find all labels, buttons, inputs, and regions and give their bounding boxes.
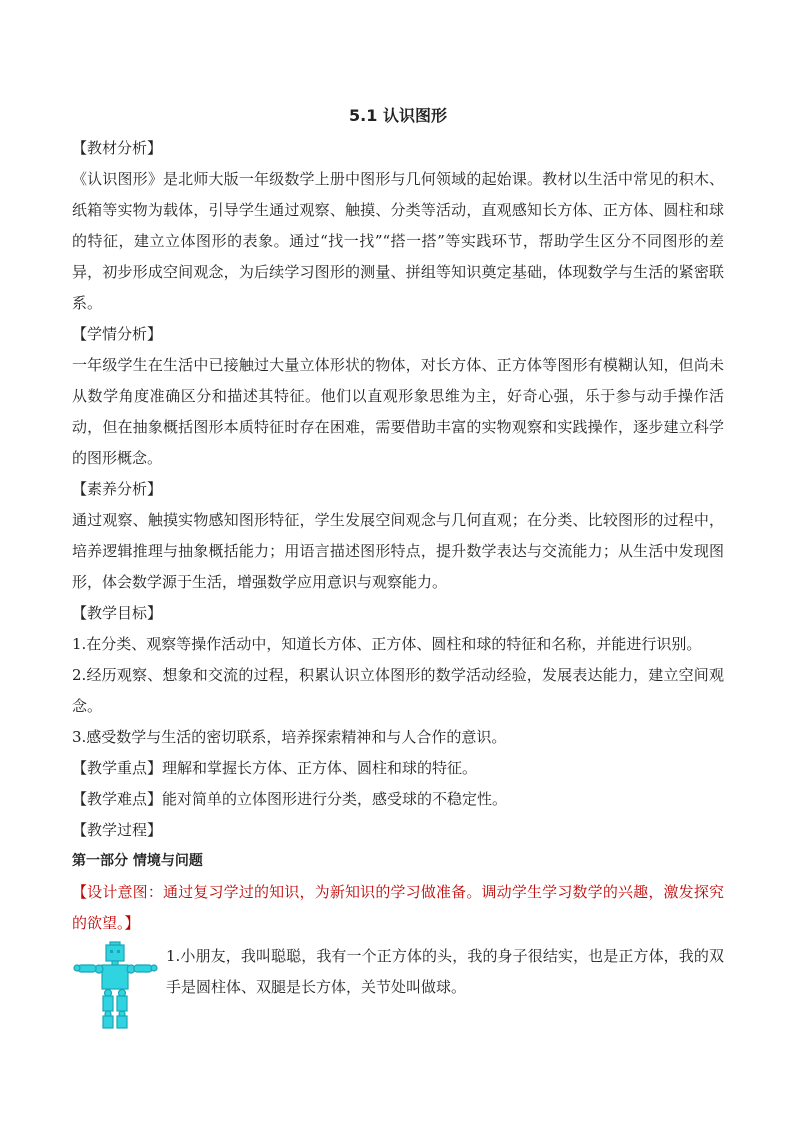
teaching-goal-item: 3.感受数学与生活的密切联系，培养探索精神和与人合作的意识。 bbox=[72, 728, 507, 746]
literacy-analysis-heading: 【素养分析】 bbox=[72, 480, 163, 498]
student-analysis-text: 一年级学生在生活中已接触过大量立体形状的物体，对长方体、正方体等图形有模糊认知，但尚未从数学角度准确区分和描述其特征。他们以直观形象思维为主，好奇心强，乐于参与动手操作活动，但在抽象概括图形本质特征时存在困难，需要借助丰富的实物观察和实践操作，逐步建立科学的图形概念。 bbox=[72, 356, 724, 467]
literacy-analysis-text: 通过观察、触摸实物感知图形特征，学生发展空间观念与几何直观；在分类、比较图形的过程中，培养逻辑推理与抽象概括能力；用语言描述图形特点，提升数学表达与交流能力；从生活中发现图形，体会数学源于生活，增强数学应用意识与观察能力。 bbox=[72, 511, 724, 591]
key-point-heading: 【教学重点】 bbox=[72, 759, 163, 777]
teaching-process-heading: 【教学过程】 bbox=[72, 821, 163, 839]
teaching-goal-item: 2.经历观察、想象和交流的过程，积累认识立体图形的数学活动经验，发展表达能力，建立空间观念。 bbox=[72, 666, 724, 715]
difficulty-line bbox=[72, 784, 724, 815]
robot-illustration-icon bbox=[72, 941, 160, 1031]
textbook-analysis-heading: 【教材分析】 bbox=[72, 139, 163, 157]
page-title: 5.1 认识图形 bbox=[349, 106, 447, 125]
intro-text: 1.小朋友，我叫聪聪，我有一个正方体的头，我的身子很结实，也是正方体，我的双手是圆柱体、双腿是长方体，关节处叫做球。 bbox=[166, 947, 724, 996]
textbook-analysis-text: 《认识图形》是北师大版一年级数学上册中图形与几何领域的起始课。教材以生活中常见的积木、纸箱等实物为载体，引导学生通过观察、触摸、分类等活动，直观感知长方体、正方体、圆柱和球的特征，建立立体图形的表象。通过“找一找”“搭一搭”等实践环节，帮助学生区分不同图形的差异，初步形成空间观念，为后续学习图形的测量、拼组等知识奠定基础，体现数学与生活的紧密联系。 bbox=[72, 170, 724, 312]
key-point-line bbox=[72, 753, 724, 784]
intro-row bbox=[72, 941, 724, 1031]
part1-title: 第一部分 情境与问题 bbox=[72, 853, 203, 869]
difficulty-heading: 【教学难点】 bbox=[72, 790, 163, 808]
key-point-text: 理解和掌握长方体、正方体、圆柱和球的特征。 bbox=[162, 759, 478, 777]
design-intent: 【设计意图：通过复习学过的知识，为新知识的学习做准备。调动学生学习数学的兴趣，激发探究的欲望。】 bbox=[72, 883, 724, 932]
teaching-goals-heading: 【教学目标】 bbox=[72, 604, 163, 622]
student-analysis-heading: 【学情分析】 bbox=[72, 325, 163, 343]
difficulty-text: 能对简单的立体图形进行分类，感受球的不稳定性。 bbox=[162, 790, 508, 808]
document-content bbox=[72, 103, 724, 1031]
teaching-goal-item: 1.在分类、观察等操作活动中，知道长方体、正方体、圆柱和球的特征和名称，并能进行识别。 bbox=[72, 635, 702, 653]
